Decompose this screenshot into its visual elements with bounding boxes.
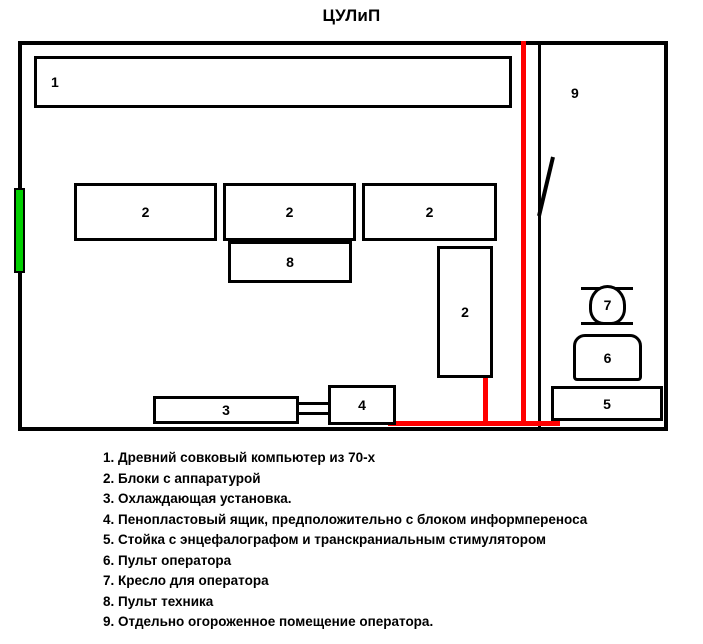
equipment-tech-console[interactable] [228,241,352,283]
floor-plan-diagram [0,28,703,438]
cable-horizontal-bottom [388,421,560,426]
legend-item: 5. Стойка с энцефалографом и транскраниальным стимулятором [103,532,547,547]
legend-item: 4. Пенопластовый ящик, предположительно с блоком информпереноса [103,511,588,527]
cable-vertical-right [521,41,526,426]
equipment-chair-label: 7 [603,297,612,313]
equipment-cooling-unit[interactable] [153,396,299,424]
equipment-rack-left[interactable] [74,183,217,241]
equipment-rack-mid[interactable] [223,183,356,241]
equipment-tech-console-label: 8 [286,254,294,270]
equipment-foam-box-label: 4 [358,397,366,413]
equipment-rack-right-label: 2 [425,204,434,220]
legend-item: 6. Пульт оператора [103,552,232,568]
green-panel [14,188,25,273]
legend [0,448,703,633]
page-title: ЦУЛиП [322,6,381,25]
equipment-stand-label: 5 [603,395,611,412]
connector-cooler-box-top [297,402,329,405]
chair-arm-bottom [581,322,633,325]
equipment-computer-label: 1 [51,74,59,90]
equipment-chair[interactable] [589,285,626,325]
equipment-rack-vertical[interactable] [437,246,493,378]
equipment-rack-mid-label: 2 [285,204,294,220]
equipment-operator-console[interactable] [573,334,642,381]
operator-room-label: 9 [571,85,579,101]
equipment-computer[interactable] [34,56,512,108]
equipment-rack-right[interactable] [362,183,497,241]
connector-cooler-box-bottom [297,412,329,415]
equipment-cooling-unit-label: 3 [222,402,230,418]
equipment-stand[interactable] [551,386,663,421]
equipment-foam-box[interactable] [328,385,396,425]
door-icon [536,156,556,218]
legend-item: 8. Пульт техника [103,593,214,609]
legend-item: 9. Отдельно огороженное помещение оператора. [103,614,434,629]
legend-item: 7. Кресло для оператора [103,573,269,588]
equipment-rack-left-label: 2 [141,204,150,220]
legend-item: 2. Блоки с аппаратурой [103,470,261,486]
legend-item: 3. Охлаждающая установка. [103,491,292,506]
equipment-rack-vertical-label: 2 [461,304,469,320]
equipment-operator-console-label: 6 [603,349,612,366]
legend-item: 1. Древний совковый компьютер из 70-х [103,450,376,465]
operator-room-divider [538,42,541,431]
